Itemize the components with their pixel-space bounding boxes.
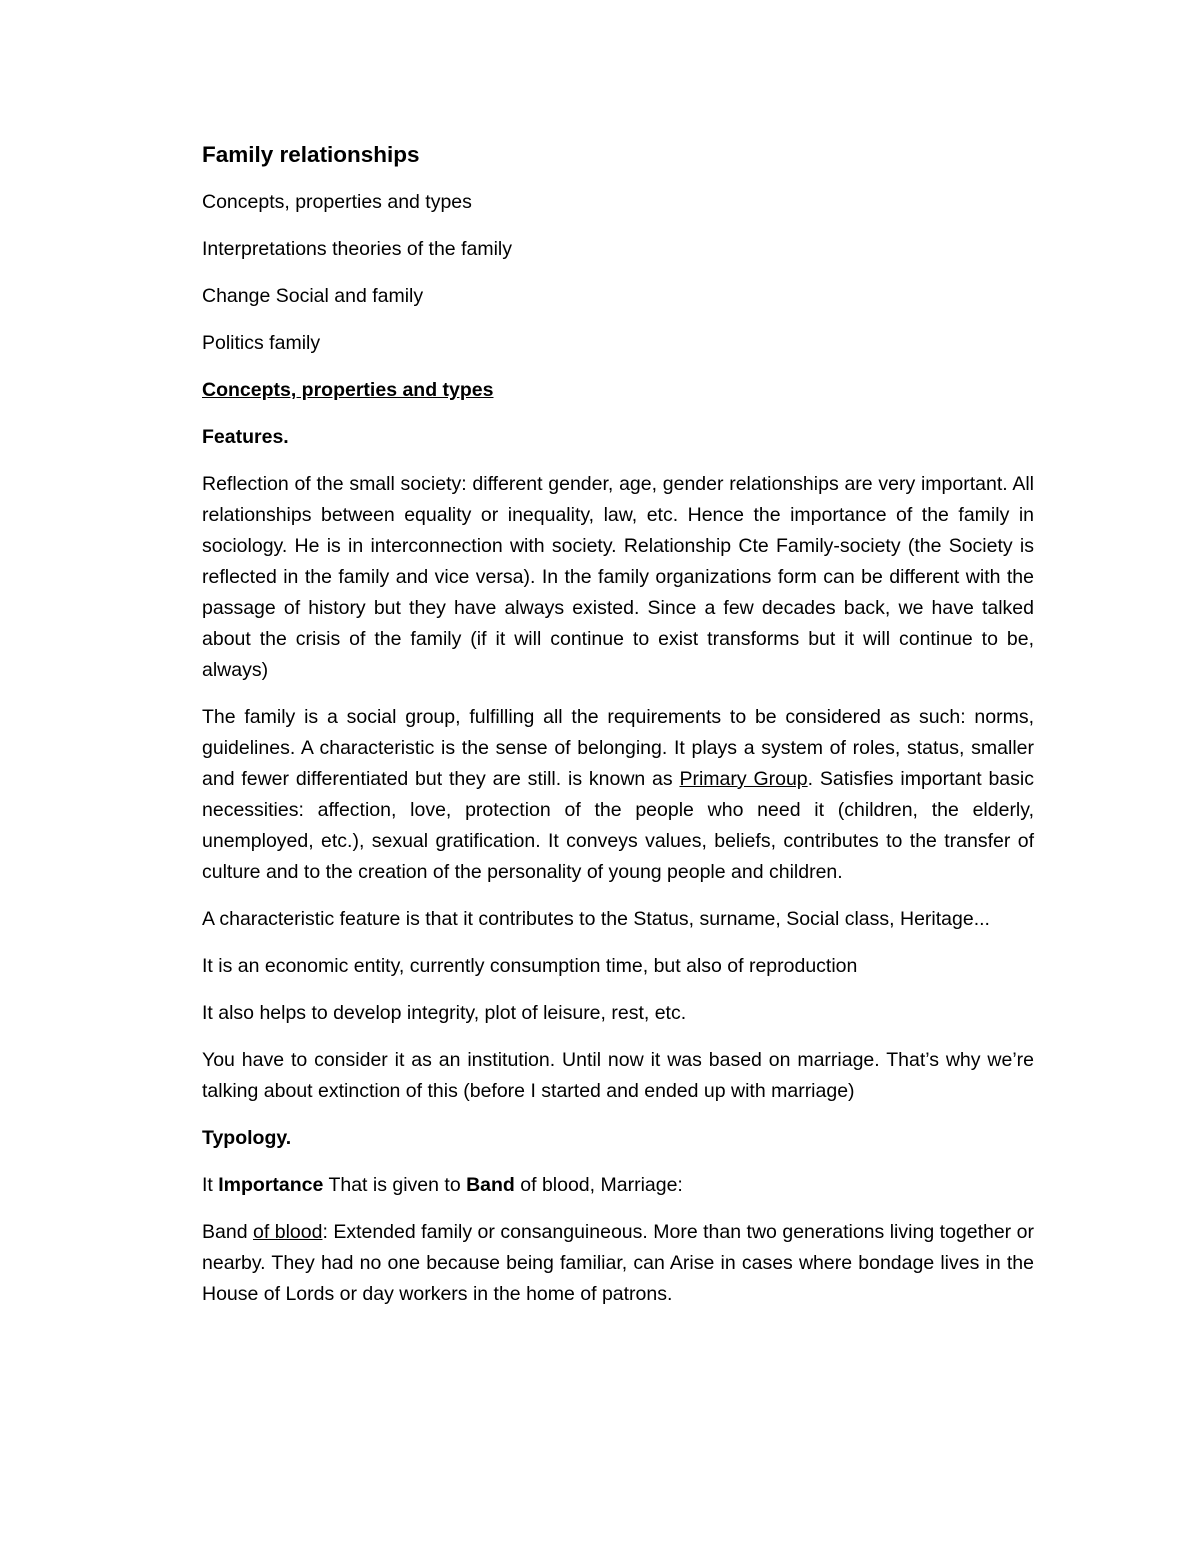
of-blood-term: of blood [253,1221,323,1243]
toc-item-concepts: Concepts, properties and types [202,191,472,213]
paragraph-characteristic-feature: A characteristic feature is that it contributes to the Status, surname, Social class, Heritage... [202,908,990,930]
paragraph-economic-entity: It is an economic entity, currently consumption time, but also of reproduction [202,955,858,977]
toc-item-change-social: Change Social and family [202,285,424,307]
importance-text-2: That is given to [323,1174,467,1196]
importance-line [202,1170,1034,1201]
toc-item-politics: Politics family [202,332,321,354]
paragraph-social-group-text-1: The family is a social group, fulfilling all the requirements to be considered as such: norms, guidelines. A characteristic is the sense of belonging. It plays a system of roles, status, smaller and fewer differentiated but they are still. is known as [202,706,1034,790]
band-para-rest: : Extended family or consanguineous. More than two generations living together or nearby. They had no one because being familiar, can Arise in cases where bondage lives in the House of Lords or day workers in the home of patrons. [202,1221,1034,1305]
primary-group-term: Primary Group [679,768,808,790]
band-word: Band [202,1221,253,1243]
document-title: Family relationships [202,142,420,167]
paragraph-reflection: Reflection of the small society: different gender, age, gender relationships are very important. All relationships between equality or inequality, law, etc. Hence the importance of the family in sociology. He is in interconnection with society. Relationship Cte Family-society (the Society is reflected in the family and vice versa). In the family organizations form can be different with the passage of history but they have always existed. Since a few decades back, we have talked about the crisis of the family (if it will continue to exist transforms but it will continue to be, always) [202,473,1034,681]
document-page [202,140,1034,1326]
paragraph-integrity: It also helps to develop integrity, plot of leisure, rest, etc. [202,1002,687,1024]
importance-text-1: It [202,1174,219,1196]
paragraph-institution: You have to consider it as an institution. Until now it was based on marriage. That’s why we’re talking about extinction of this (before I started and ended up with marriage) [202,1049,1034,1102]
paragraph-social-group [202,702,1034,888]
band-term: Band [466,1174,515,1196]
importance-term: Importance [218,1174,324,1196]
toc-item-interpretations: Interpretations theories of the family [202,238,512,260]
section-heading: Concepts, properties and types [202,379,494,401]
paragraph-band-of-blood [202,1217,1034,1310]
features-heading: Features. [202,426,289,448]
importance-text-3: of blood, Marriage: [514,1174,683,1196]
typology-heading: Typology. [202,1127,292,1149]
paragraph-social-group-text-2: . Satisfies important basic necessities: affection, love, protection of the people who need it (children, the elderly, unemployed, etc.), sexual gratification. It conveys values, beliefs, contributes to the transfer of culture and to the creation of the personality of young people and children. [202,768,1034,883]
